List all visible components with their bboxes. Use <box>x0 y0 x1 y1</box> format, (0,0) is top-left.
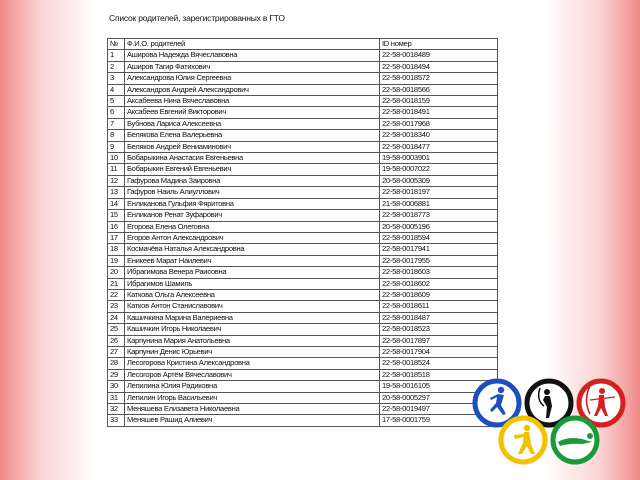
table-row <box>108 175 498 186</box>
table-header-row <box>108 39 498 50</box>
table-row <box>108 267 498 278</box>
row-num: 29 <box>108 369 125 380</box>
row-id: 20-58-0005309 <box>380 175 498 186</box>
row-name: Лесогорова Кристина Александровна <box>125 358 380 369</box>
row-name: Кашичкин Игорь Николаевич <box>125 324 380 335</box>
row-id: 22-58-0017941 <box>380 244 498 255</box>
table-row <box>108 312 498 323</box>
row-name: Енликанова Гульфия Фяритовна <box>125 198 380 209</box>
row-id: 22-58-0018572 <box>380 73 498 84</box>
row-id: 19-58-0007022 <box>380 164 498 175</box>
table-row <box>108 358 498 369</box>
table-row <box>108 392 498 403</box>
row-id: 22-58-0019497 <box>380 404 498 415</box>
row-name: Беляков Андрей Вениаминович <box>125 141 380 152</box>
row-name: Александрова Юлия Сергеевна <box>125 73 380 84</box>
table-row <box>108 198 498 209</box>
row-num: 9 <box>108 141 125 152</box>
row-num: 4 <box>108 84 125 95</box>
row-name: Каткова Ольга Алексеевна <box>125 289 380 300</box>
row-num: 33 <box>108 415 125 426</box>
row-name: Белякова Елена Валерьевна <box>125 130 380 141</box>
table-row <box>108 381 498 392</box>
row-num: 6 <box>108 107 125 118</box>
table-row <box>108 415 498 426</box>
header-id: ID номер <box>380 39 498 50</box>
row-num: 13 <box>108 187 125 198</box>
row-num: 19 <box>108 255 125 266</box>
parents-table <box>107 38 498 427</box>
table-row <box>108 118 498 129</box>
table-row <box>108 278 498 289</box>
row-name: Александров Андрей Александрович <box>125 84 380 95</box>
table-row <box>108 210 498 221</box>
row-name: Бобарыкина Анастасия Евгеньевна <box>125 153 380 164</box>
table-row <box>108 346 498 357</box>
table-row <box>108 141 498 152</box>
row-id: 22-58-0018494 <box>380 61 498 72</box>
row-id: 20-58-0005196 <box>380 221 498 232</box>
row-name: Гафуров Наиль Алиуллович <box>125 187 380 198</box>
row-name: Бобарыкин Евгений Евгеньевич <box>125 164 380 175</box>
row-num: 27 <box>108 346 125 357</box>
row-num: 23 <box>108 301 125 312</box>
row-name: Егоров Антон Александрович <box>125 232 380 243</box>
row-name: Катков Антон Станиславович <box>125 301 380 312</box>
row-num: 11 <box>108 164 125 175</box>
row-num: 10 <box>108 153 125 164</box>
row-id: 22-58-0018340 <box>380 130 498 141</box>
row-id: 22-58-0018487 <box>380 312 498 323</box>
row-name: Гафурова Мадина Заировна <box>125 175 380 186</box>
row-id: 22-58-0018477 <box>380 141 498 152</box>
row-num: 7 <box>108 118 125 129</box>
row-num: 28 <box>108 358 125 369</box>
row-num: 30 <box>108 381 125 392</box>
row-id: 22-58-0018566 <box>380 84 498 95</box>
row-name: Космачёва Наталья Александровна <box>125 244 380 255</box>
row-name: Ибрагимова Венера Раисовна <box>125 267 380 278</box>
row-num: 25 <box>108 324 125 335</box>
row-id: 22-58-0018609 <box>380 289 498 300</box>
row-id: 20-58-0005297 <box>380 392 498 403</box>
row-num: 14 <box>108 198 125 209</box>
row-id: 17-58-0001759 <box>380 415 498 426</box>
table-row <box>108 84 498 95</box>
row-num: 2 <box>108 61 125 72</box>
row-id: 22-58-0018594 <box>380 232 498 243</box>
row-id: 22-58-0018773 <box>380 210 498 221</box>
row-num: 31 <box>108 392 125 403</box>
table-row <box>108 50 498 61</box>
row-num: 3 <box>108 73 125 84</box>
table-row <box>108 301 498 312</box>
row-num: 22 <box>108 289 125 300</box>
row-num: 26 <box>108 335 125 346</box>
row-name: Аширова Надежда Вячеславовна <box>125 50 380 61</box>
table-row <box>108 244 498 255</box>
row-num: 20 <box>108 267 125 278</box>
row-name: Кашичкина Марина Валериевна <box>125 312 380 323</box>
row-id: 19-58-0016105 <box>380 381 498 392</box>
table-row <box>108 187 498 198</box>
table-row <box>108 324 498 335</box>
row-name: Лесогоров Артём Вячеславович <box>125 369 380 380</box>
row-num: 21 <box>108 278 125 289</box>
row-num: 1 <box>108 50 125 61</box>
row-num: 12 <box>108 175 125 186</box>
table-row <box>108 164 498 175</box>
table-row <box>108 289 498 300</box>
row-id: 22-58-0018523 <box>380 324 498 335</box>
row-id: 22-58-0018602 <box>380 278 498 289</box>
row-name: Лепилина Юлия Радиковна <box>125 381 380 392</box>
row-num: 17 <box>108 232 125 243</box>
table-row <box>108 61 498 72</box>
row-name: Аширов Тагир Фатихович <box>125 61 380 72</box>
table-row <box>108 255 498 266</box>
row-num: 15 <box>108 210 125 221</box>
yellow-ring-icon <box>501 418 545 462</box>
table-row <box>108 404 498 415</box>
table-row <box>108 96 498 107</box>
row-name: Карпунина Мария Анатольевна <box>125 335 380 346</box>
page-title: Список родителей, зарегистрированных в ГТО <box>109 13 285 23</box>
olympic-rings-icon <box>470 370 635 470</box>
row-id: 22-58-0018611 <box>380 301 498 312</box>
row-id: 21-58-0006881 <box>380 198 498 209</box>
table-row <box>108 107 498 118</box>
row-num: 32 <box>108 404 125 415</box>
row-id: 22-58-0018518 <box>380 369 498 380</box>
row-name: Меняшев Рашид Алиевич <box>125 415 380 426</box>
table-row <box>108 232 498 243</box>
row-num: 24 <box>108 312 125 323</box>
row-id: 22-58-0018524 <box>380 358 498 369</box>
row-id: 22-58-0018603 <box>380 267 498 278</box>
row-id: 22-58-0018489 <box>380 50 498 61</box>
row-id: 22-58-0018491 <box>380 107 498 118</box>
row-name: Аксабеев Евгений Викторович <box>125 107 380 118</box>
row-id: 22-58-0017955 <box>380 255 498 266</box>
row-num: 5 <box>108 96 125 107</box>
table-row <box>108 153 498 164</box>
row-num: 18 <box>108 244 125 255</box>
row-name: Меняшева Елизавета Николаевна <box>125 404 380 415</box>
header-num: № <box>108 39 125 50</box>
row-id: 22-58-0017904 <box>380 346 498 357</box>
row-name: Бубнова Лариса Алексеевна <box>125 118 380 129</box>
row-id: 22-58-0017897 <box>380 335 498 346</box>
row-num: 8 <box>108 130 125 141</box>
table-row <box>108 73 498 84</box>
row-name: Карпунин Денис Юрьевич <box>125 346 380 357</box>
row-name: Лепилин Игорь Васильевич <box>125 392 380 403</box>
header-name: Ф.И.О. родителей <box>125 39 380 50</box>
row-id: 22-58-0018159 <box>380 96 498 107</box>
row-id: 22-58-0018197 <box>380 187 498 198</box>
row-name: Еникеев Марат Наилевич <box>125 255 380 266</box>
row-name: Ибрагимов Шамиль <box>125 278 380 289</box>
row-id: 19-58-0003901 <box>380 153 498 164</box>
row-name: Егорова Елена Олеговна <box>125 221 380 232</box>
table-row <box>108 130 498 141</box>
row-num: 16 <box>108 221 125 232</box>
row-id: 22-58-0017968 <box>380 118 498 129</box>
table-row <box>108 369 498 380</box>
row-name: Енликанов Ренат Зуфарович <box>125 210 380 221</box>
table-row <box>108 335 498 346</box>
row-name: Аксабеева Нина Вячеславовна <box>125 96 380 107</box>
table-row <box>108 221 498 232</box>
